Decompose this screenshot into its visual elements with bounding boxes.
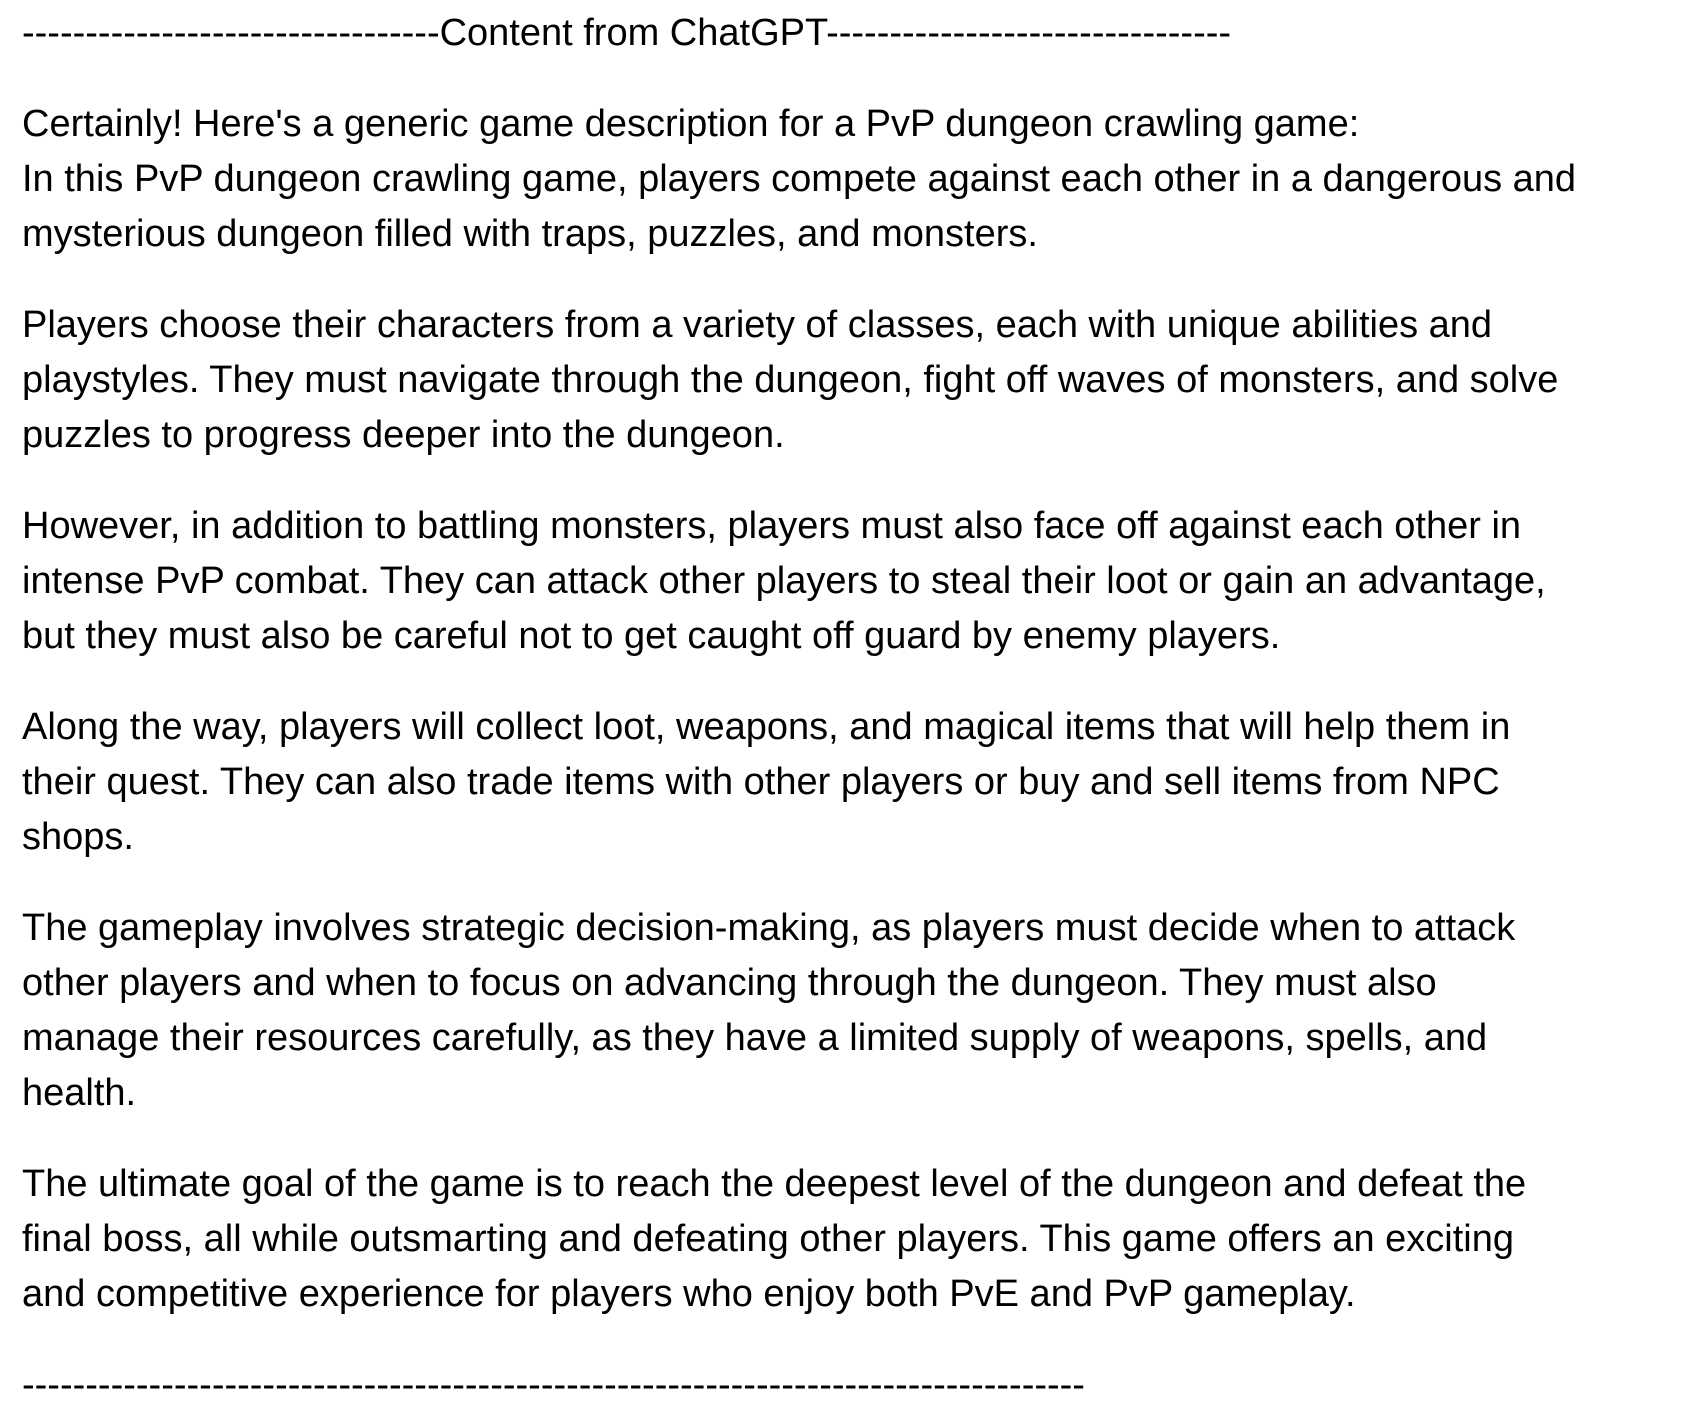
text-line: However, in addition to battling monsters, players must also face off against each other in bbox=[22, 505, 1522, 547]
text-line: puzzles to progress deeper into the dungeon. bbox=[22, 414, 785, 456]
paragraph-classes bbox=[22, 298, 1664, 463]
paragraph-pvp-combat bbox=[22, 499, 1664, 664]
text-line: The gameplay involves strategic decision-making, as players must decide when to attack bbox=[22, 907, 1516, 949]
paragraph-strategy bbox=[22, 901, 1664, 1121]
text-line: final boss, all while outsmarting and defeating other players. This game offers an exciting bbox=[22, 1218, 1514, 1260]
text-line: but they must also be careful not to get caught off guard by enemy players. bbox=[22, 615, 1281, 657]
text-line: shops. bbox=[22, 816, 134, 858]
text-line: mysterious dungeon filled with traps, puzzles, and monsters. bbox=[22, 213, 1038, 255]
text-line: playstyles. They must navigate through the dungeon, fight off waves of monsters, and solve bbox=[22, 359, 1559, 401]
text-line: health. bbox=[22, 1072, 137, 1114]
header-dashes-left: --------------------------------- bbox=[22, 12, 440, 54]
header-divider-line bbox=[22, 6, 1664, 61]
footer-divider-line: ------------------------------------------------------------------------------------ bbox=[22, 1364, 1085, 1406]
text-line: The ultimate goal of the game is to reach the deepest level of the dungeon and defeat the bbox=[22, 1163, 1527, 1205]
text-line: manage their resources carefully, as they have a limited supply of weapons, spells, and bbox=[22, 1017, 1488, 1059]
text-line: and competitive experience for players who enjoy both PvE and PvP gameplay. bbox=[22, 1273, 1356, 1315]
header-dashes-right: -------------------------------- bbox=[826, 12, 1232, 54]
paragraph-intro bbox=[22, 97, 1664, 262]
text-line: intense PvP combat. They can attack other players to steal their loot or gain an advantage, bbox=[22, 560, 1546, 602]
paragraph-goal bbox=[22, 1157, 1664, 1322]
text-line: Certainly! Here's a generic game description for a PvP dungeon crawling game: bbox=[22, 103, 1360, 145]
text-line: their quest. They can also trade items with other players or buy and sell items from NPC bbox=[22, 761, 1500, 803]
text-line: Along the way, players will collect loot, weapons, and magical items that will help them in bbox=[22, 706, 1511, 748]
text-line: Players choose their characters from a variety of classes, each with unique abilities and bbox=[22, 304, 1493, 346]
paragraph-loot bbox=[22, 700, 1664, 865]
text-line: other players and when to focus on advancing through the dungeon. They must also bbox=[22, 962, 1437, 1004]
page-title: Content from ChatGPT bbox=[439, 12, 827, 54]
text-line: In this PvP dungeon crawling game, players compete against each other in a dangerous and bbox=[22, 158, 1577, 200]
